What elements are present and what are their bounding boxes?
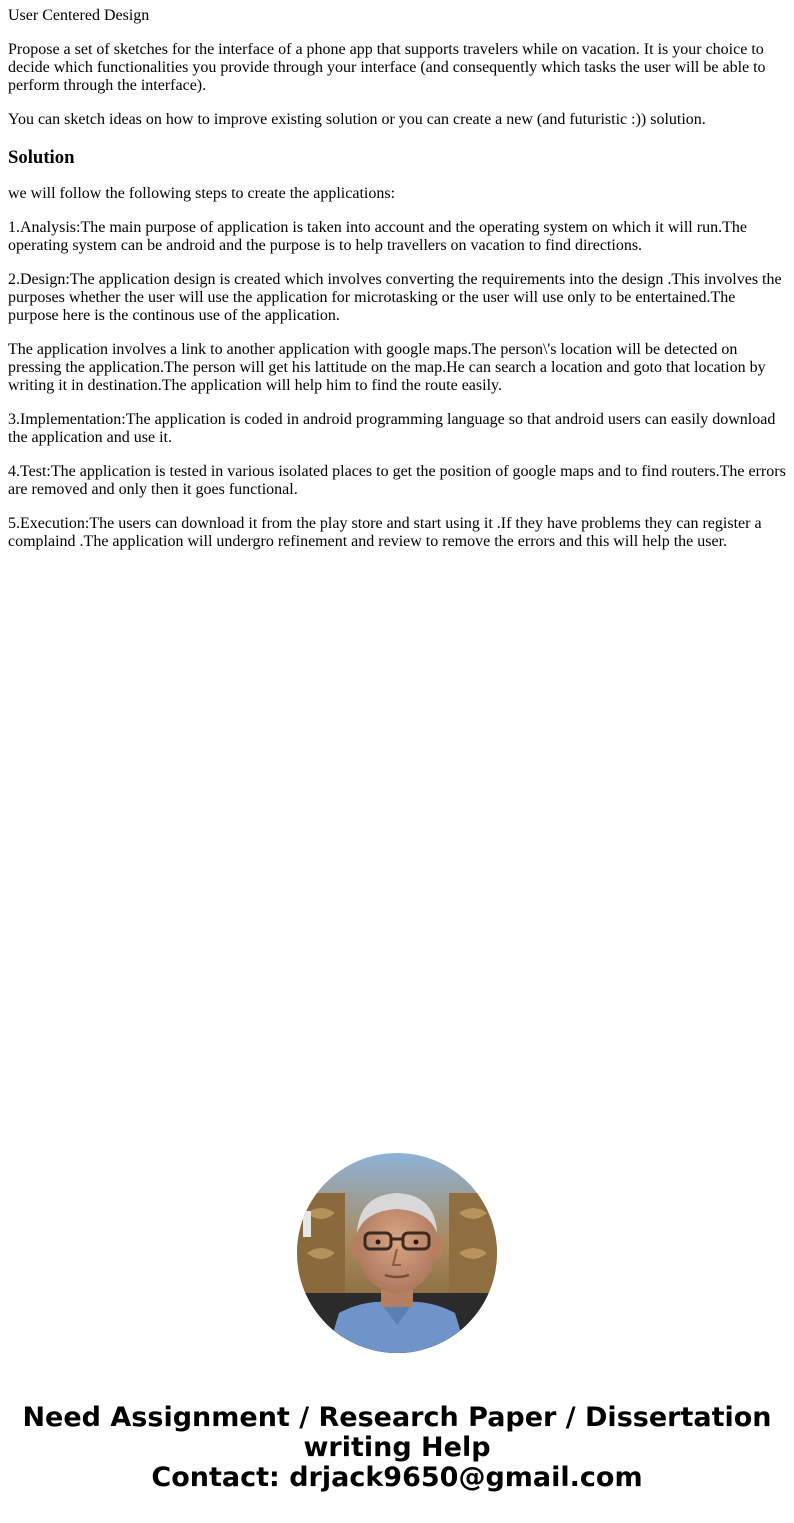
solution-step-execution: 5.Execution:The users can download it from the play store and start using it .If they have problems they can register a complaind .The application will undergro refinement and review to remove the errors and this will help the user. bbox=[8, 515, 762, 550]
solution-design-detail: The application involves a link to another application with google maps.The person\'s location will be detected on pressing the application.The person will get his lattitude on the map.He can search a location and goto that location by writing it in destination.The application will help him to find the route easily. bbox=[8, 341, 766, 394]
solution-step-implementation: 3.Implementation:The application is coded in android programming language so that android users can easily download the application and use it. bbox=[8, 411, 776, 446]
solution-step-analysis: 1.Analysis:The main purpose of application is taken into account and the operating system on which it will run.The operating system can be android and the purpose is to help travellers on vacation to find directions. bbox=[8, 219, 747, 254]
solution-intro: we will follow the following steps to create the applications: bbox=[8, 185, 396, 202]
question-note: You can sketch ideas on how to improve existing solution or you can create a new (and futuristic :)) solution. bbox=[8, 111, 706, 128]
solution-step-test: 4.Test:The application is tested in various isolated places to get the position of google maps and to find routers.The errors are removed and only then it goes functional. bbox=[8, 463, 786, 498]
solution-step-design: 2.Design:The application design is created which involves converting the requirements into the design .This involves the purposes whether the user will use the application for microtasking or the user will use only to be entertained.The purpose here is the continous use of the application. bbox=[8, 271, 782, 324]
promo-line-1: Need Assignment / Research Paper / Dissertation bbox=[22, 1402, 772, 1433]
question-prompt: Propose a set of sketches for the interface of a phone app that supports travelers while on vacation. It is your choice to decide which functionalities you provide through your interface (and consequently which tasks the user will be able to perform through the interface). bbox=[8, 41, 766, 94]
author-avatar bbox=[297, 1153, 497, 1353]
promo-line-2: writing Help bbox=[303, 1432, 491, 1463]
document-body bbox=[8, 7, 788, 567]
promo-contact: Contact: drjack9650@gmail.com bbox=[151, 1462, 643, 1493]
solution-heading: Solution bbox=[8, 147, 75, 168]
promo-banner bbox=[0, 1403, 794, 1493]
document-title: User Centered Design bbox=[8, 7, 150, 24]
